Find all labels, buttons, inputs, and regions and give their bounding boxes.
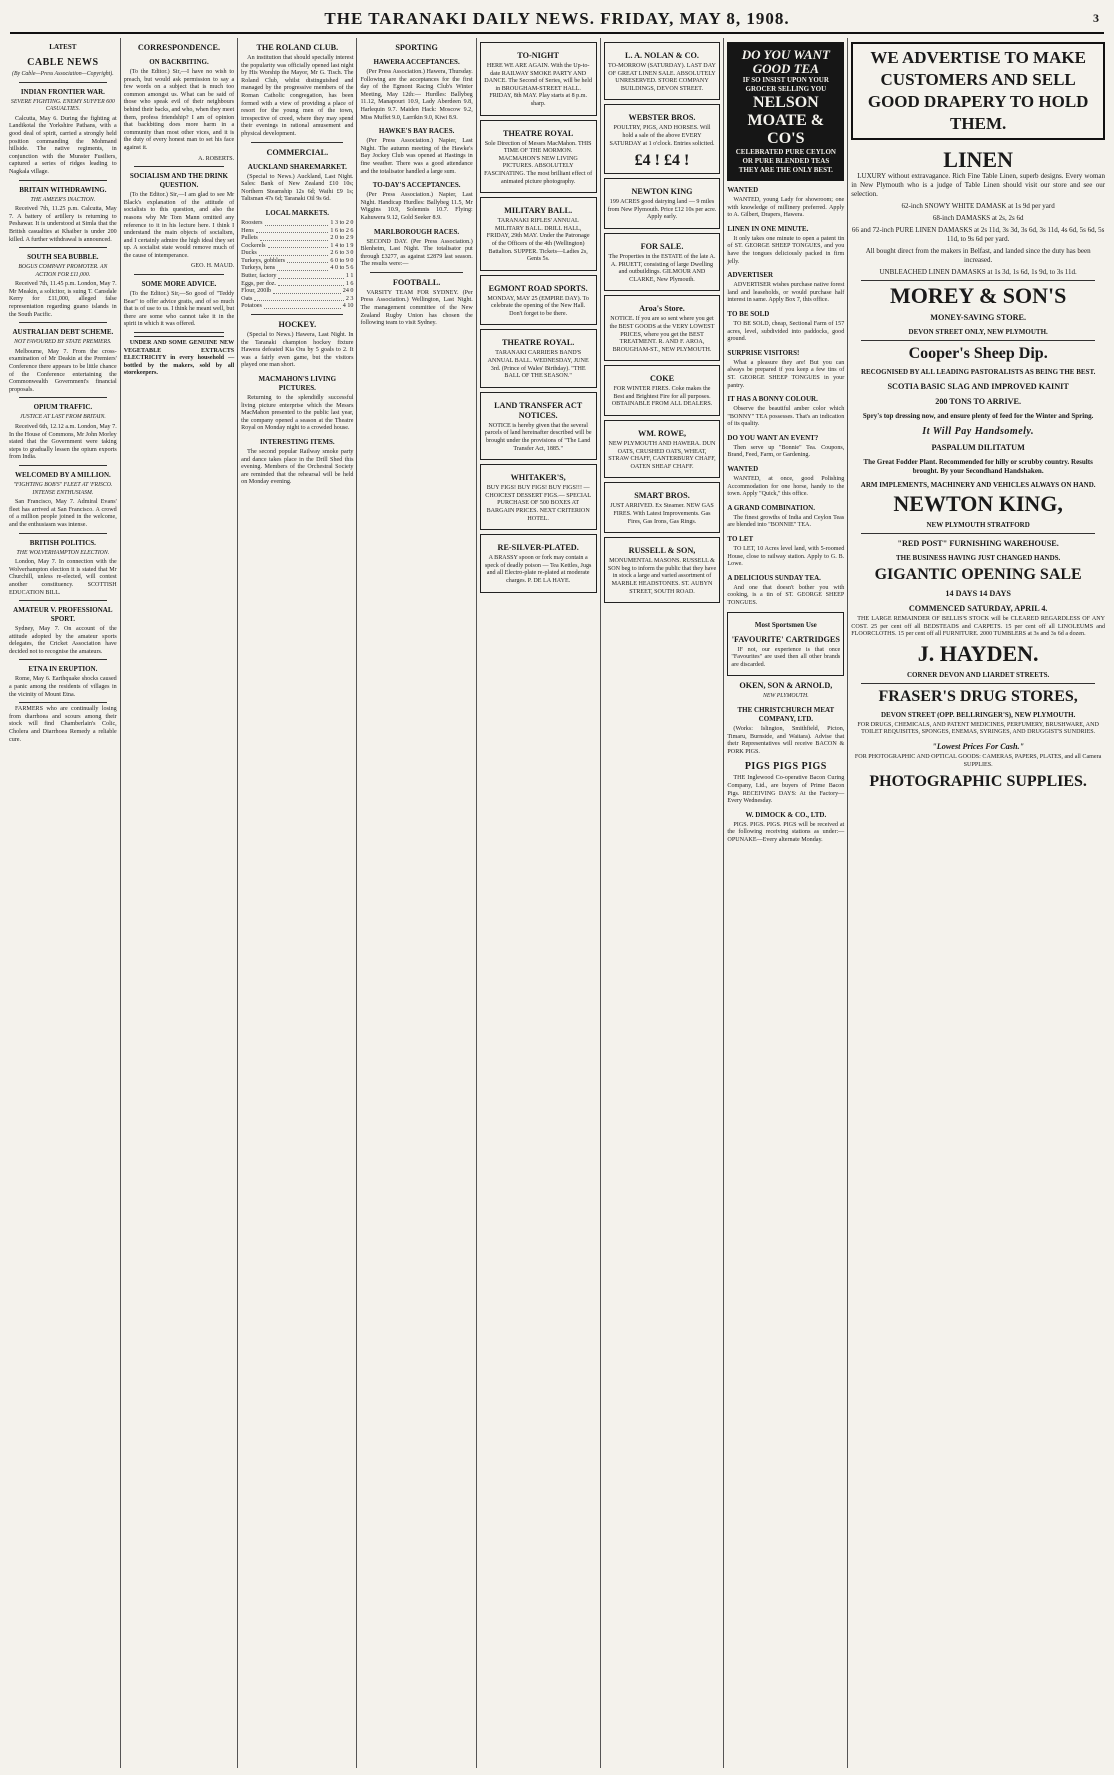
article-title: INDIAN FRONTIER WAR.: [20, 87, 105, 96]
article-title: OPIUM TRAFFIC.: [33, 403, 93, 412]
article-title: AUSTRALIAN DEBT SCHEME.: [12, 328, 114, 337]
divider: [19, 659, 107, 660]
photo-heading: PHOTOGRAPHIC SUPPLIES.: [869, 773, 1087, 791]
sale-body: THE LARGE REMAINDER OF BELLIS'S STOCK will be CLEARED REGARDLESS OF ANY COST. 25 per cent off all BEDSTEADS and CARPETS. 15 per cent off all LINOLEUMS and FLOORCLOTHS. 15 per cent off all FURNITURE. 2000 TUMBLERS at 3s and 3s 6d a dozen.: [851, 616, 1106, 638]
ad-body: HERE WE ARE AGAIN. With the Up-to-date RAILWAY SMOKE PARTY AND DANCE. The Second of Series, will be held in BROUGHAM-STREET HALL. FRIDAY, 8th MAY. Play starts at 8 p.m. sharp.: [484, 63, 592, 107]
classified-body: The finest growths of India and Ceylon Teas are blended into "BONNIE" TEA.: [727, 514, 845, 529]
classified-body: TO BE SOLD, cheap, Sectional Farm of 157 acres, level, subdivided into paddocks, good ground.: [727, 320, 845, 343]
sale-days: 14 DAYS 14 DAYS: [945, 589, 1011, 598]
tea-brand: NELSON MOATE & CO'S: [747, 94, 825, 147]
scotia-heading: SCOTIA BASIC SLAG AND IMPROVED KAINIT: [887, 382, 1069, 391]
market-row: [241, 228, 353, 236]
section-heading: CORRESPONDENCE.: [137, 43, 220, 52]
ad-title: WM. ROWE,: [638, 429, 686, 439]
section-heading: CABLE NEWS: [27, 57, 99, 68]
market-price: 1 1: [345, 273, 354, 280]
ad-title: TO-NIGHT: [517, 51, 560, 60]
ad-block: [604, 233, 721, 291]
article-title: BRITISH POLITICS.: [29, 538, 96, 547]
classified-body: It only takes one minute to open a patent tin of ST. GEORGE SHEEP TONGUES, and you have the tongues deliciously packed in firm jelly.: [727, 235, 845, 265]
dimock-body: PIGS. PIGS. PIGS. PIGS will be received at the following receiving stations as under:— OPUNAKE—Every alternate Monday.: [727, 821, 845, 843]
market-price: 1 6: [345, 280, 354, 287]
ad-title: Aroa's Store.: [639, 304, 685, 314]
ad-title: L. A. NOLAN & CO.: [625, 51, 699, 60]
pigs-body: THE Inglewood Co-operative Bacon Curing Company, Ltd., are buyers of Prime Bacon Pigs. RECEIVING DAYS: At the Factory—Every Wednesday.: [727, 775, 845, 805]
ad-block: [480, 534, 597, 592]
section-heading: SPORTING: [395, 43, 438, 52]
pictures-heading: MACMAHON'S LIVING PICTURES.: [258, 375, 337, 392]
divider: [19, 533, 107, 534]
market-row: [241, 288, 353, 296]
ad-title: WEBSTER BROS.: [628, 113, 696, 123]
ad-body: MONDAY, MAY 25 (EMPIRE DAY). To celebrate the opening of the New Hall. Don't forget to be there.: [487, 295, 589, 317]
hockey-body: (Special to News.) Hawera, Last Night. In the Taranaki champion hockey fixture Hawera defeated Kia Ora by 5 goals to 2. It was a fairly even game, but the visitors played one man short.: [241, 332, 354, 369]
classified-title: WANTED: [727, 465, 759, 474]
market-price: 4 0 to 5 6: [330, 265, 354, 272]
morey-address: DEVON STREET ONLY, NEW PLYMOUTH.: [908, 328, 1048, 336]
article-title: AMATEUR V. PROFESSIONAL SPORT.: [13, 606, 113, 624]
tea-advertisement: [727, 42, 844, 181]
linen-body: LUXURY without extravagance. Rich Fine Table Linen, superb designs. Every woman in New Plymouth who is a judge of Table Linen should visit our store and see our selection.: [851, 172, 1106, 198]
letter-title: ON BACKBITING.: [149, 58, 209, 66]
classified-title: LINEN IN ONE MINUTE.: [727, 224, 809, 233]
ad-title: RE-SILVER-PLATED.: [497, 543, 579, 553]
ad-body: JUST ARRIVED. Ex Steamer. NEW GAS FIRES. With Latest Improvements. Gas Fires, Gas Irons, Gas Rings.: [610, 503, 714, 525]
tea-tagline: IF SO INSIST UPON YOUR GROCER SELLING YOU: [742, 76, 829, 93]
ad-body: NOTICE. If you are so sent where you get the BEST GOODS at the VERY LOWEST PRICES, where you get the BEST TREATMENT. R. AND F. AROA, BROUGHAM-ST., NEW PLYMOUTH.: [609, 316, 715, 353]
paspalum-heading: PASPALUM DILITATUM: [931, 443, 1025, 452]
ad-title: MILITARY BALL.: [504, 206, 573, 216]
ad-body: FOR WINTER FIRES. Coke makes the Best and Brightest Fire for all purposes. OBTAINABLE FROM ALL DEALERS.: [611, 386, 713, 408]
letter-signature: A. ROBERTS.: [198, 155, 235, 162]
football-body: VARSITY TEAM FOR SYDNEY. (Per Press Association.) Wellington, Last Night. The management committee of the New Zealand Rugby Union has chosen the following team to visit Sydney.: [360, 289, 473, 327]
article-body: Melbourne, May 7. From the cross-examination of Mr Deakin at the Premiers' Conference there appears to be little chance of the Conference entertaining the Commonwealth Government's financial proposals.: [9, 348, 117, 393]
article-body: Received 7th, 11.25 p.m. Calcutta, May 7. A battery of artillery is returning to Peshawar. It is understood at Simla that the British casualties at Khaiber is under 200 killed. A further withdrawal is announced.: [9, 206, 117, 243]
ad-title: WHITAKER'S,: [510, 473, 566, 483]
classified-title: A GRAND COMBINATION.: [727, 503, 815, 512]
column-cable-news: [6, 38, 121, 1768]
article-title: WELCOMED BY A MILLION.: [14, 470, 111, 479]
fraser-body: FOR DRUGS, CHEMICALS, AND PATENT MEDICINES, PERFUMERY, BRUSHWARE, AND TOILET REQUISITES, SPONGES, ENEMAS, SYRINGES, AND DRUGGIST'S SUNDRIES.: [857, 721, 1099, 736]
letter-body: (To the Editor.) Sir,—I am glad to see Mr Black's explanation of the attitude of socialists to this question, and also the reasons why Mr Tom Mann omitted any reference to it in his lecture here. I think I understand the main objects of socialism, and I certainly admire the high ideal they set up. A socialist state would remove much of the cause of intemperance.: [123, 192, 235, 259]
ad-block: [480, 464, 597, 530]
market-item: Flour, 200lb: [241, 288, 272, 295]
linen-item: 66 and 72-inch PURE LINEN DAMASKS at 2s 11d, 3s 3d, 3s 6d, 3s 11d, 4s 6d, 5s 6d, 5s 11d, to 9s 6d per yard.: [851, 226, 1105, 243]
market-price: 1 6 to 2 6: [330, 227, 354, 234]
divider: [19, 465, 107, 466]
ad-body: NOTICE is hereby given that the several parcels of land hereinafter described will be brought under the provisions of "The Land Transfer Act, 1885.": [484, 422, 592, 452]
photo-body: FOR PHOTOGRAPHIC AND OPTICAL GOODS: CAMERAS, PAPERS, PLATES, and all Camera SUPPLIES.: [854, 753, 1102, 768]
fraser-heading: FRASER'S DRUG STORES,: [878, 687, 1078, 705]
ad-body: MONUMENTAL MASONS. RUSSELL & SON beg to inform the public that they have in stock a large and varied assortment of MARBLE HEADSTONES. ST. AUBYN STREET, SOUTH ROAD.: [607, 558, 717, 595]
redpost-heading: "RED POST" FURNISHING WAREHOUSE.: [897, 539, 1059, 548]
ad-title: EGMONT ROAD SPORTS.: [488, 283, 588, 293]
market-item: Butter, factory: [241, 273, 277, 280]
hayden-heading: J. HAYDEN.: [917, 640, 1039, 666]
leader-dots: [278, 281, 344, 287]
article-deck: SEVERE FIGHTING. ENEMY SUFFER 600 CASUALTIES.: [10, 98, 115, 113]
price-banner: £4 ! £4 !: [634, 152, 690, 170]
market-price: 2 6 to 3 0: [330, 250, 354, 257]
linen-item: All bought direct from the makers in Belfast, and landed since the duty has been increased.: [865, 247, 1091, 264]
pictures-body: Returning to the splendidly successful living picture enterprise which the Messrs MacMahon presented to the public last year, the company opened a season at the Theatre Royal on Monday night to a crowded house.: [241, 395, 354, 432]
column-sporting: [357, 38, 476, 1768]
hayden-sub: CORNER DEVON AND LIARDET STREETS.: [907, 670, 1050, 679]
morey-sub: MONEY-SAVING STORE.: [930, 313, 1027, 322]
article-body: San Francisco, May 7. Admiral Evans' fleet has arrived at San Francisco. A crowd of a million people joined in the welcome, and the enthusiasm was intense.: [9, 499, 117, 528]
classified-body: And one that doesn't bother you with cooking, is a tin of ST. GEORGE SHEEP TONGUES.: [727, 584, 845, 606]
article-deck: THE WOLVERHAMPTON ELECTION.: [16, 549, 110, 556]
commercial-heading: COMMERCIAL.: [266, 147, 329, 157]
ad-body: TARANAKI RIFLES' ANNUAL MILITARY BALL. DRILL HALL, FRIDAY, 29th MAY. Under the Patronage of the Officers of the 4th (Wellington) Battalion. SUPPER. Tickets—Ladies 2s, Gents 5s.: [486, 218, 590, 263]
article-body: Rome, May 6. Earthquake shocks caused a panic among the residents of villages in the vicinity of Mount Etna.: [9, 676, 117, 698]
ad-body: BUY FIGS! BUY FIGS! BUY FIGS!!! —CHOICEST DESSERT FIGS.— SPECIAL PURCHASE OF 500 BOXES AT BARGAIN PRICES. NEXT CRITERION HOTEL.: [485, 485, 592, 522]
market-row: [241, 235, 353, 243]
leader-dots: [259, 250, 329, 256]
sporting-body: (Per Press Association.) Napier, Last Night. Handicap Hurdles: Ballybeg 11.5, Mr Wiggins 10.9, Solemnis 10.7. Flying: Kahuwera 9.12, Gold Seeker 8.9.: [360, 192, 473, 221]
divider: [19, 180, 107, 181]
ad-body: A BRASSY spoon or fork may contain a speck of deadly poison — Tea Kettles, Jugs and all Electro-plate re-plated at moderate charges. P. DE LA HAYE.: [484, 555, 592, 584]
market-row: [241, 273, 353, 281]
ad-title: Most Sportsmen Use: [754, 620, 817, 629]
ad-body: TARANAKI CARRIERS BAND'S ANNUAL BALL. WEDNESDAY, JUNE 3rd. (Prince of Wales' Birthday). "THE BALL OF THE SEASON.": [487, 350, 589, 380]
market-row: [241, 258, 353, 266]
market-price: 1 3 to 2 0: [330, 219, 354, 226]
ad-block: [480, 120, 597, 194]
sale-date: COMMENCED SATURDAY, APRIL 4.: [908, 604, 1048, 613]
tea-varieties: CELEBRATED PURE CEYLON OR PURE BLENDED TEAS: [735, 148, 836, 165]
masthead: [10, 6, 1104, 34]
ad-block: [604, 42, 721, 100]
divider: [134, 274, 224, 275]
classified-title: TO LET: [727, 535, 754, 544]
column-drapery-ads: [848, 38, 1108, 1768]
market-price: 6 0 to 9 0: [330, 257, 354, 264]
ad-title: THEATRE ROYAL: [503, 128, 574, 138]
linen-item: 68-inch DAMASKS at 2s, 2s 6d: [932, 214, 1024, 222]
article-body: Calcutta, May 6. During the fighting at Landikotal the Yorkshire Pathans, with a good deal of spirit, carried a strongly held position commanding the Mohmand hillside. The native regiments, in conjunction with the Munster Fusiliers, captured a series of ridges leading to Nagkala village.: [9, 115, 117, 175]
items-body: The second popular Railway smoke party and dance takes place in the Drill Shed this evening. Members of the Orchestral Society are reminded that the rehearsal will be held on Monday evening.: [241, 448, 354, 486]
market-item: Eggs, per doz.: [241, 280, 277, 287]
leader-dots: [278, 273, 343, 279]
local-markets-heading: LOCAL MARKETS.: [265, 208, 330, 217]
classified-body: What a pleasure they are! But you can always be prepared if you keep a few tins of ST. GEORGE SHEEP TONGUES in your pantry.: [727, 359, 845, 389]
ad-block: [604, 482, 721, 533]
section-credit: (By Cable—Press Association—Copyright).: [12, 71, 114, 77]
letter-title: SOCIALISM AND THE DRINK QUESTION.: [129, 172, 228, 190]
leader-dots: [268, 243, 329, 249]
classified-body: Observe the beautiful amber color which "BONNY" TEA possesses. That's an indication of its quality.: [727, 406, 845, 428]
ad-body: IF not, our experience is that once "Favourites" are used then all other brands are discarded.: [731, 646, 841, 668]
page-number: 3: [1093, 11, 1100, 25]
fraser-sub: DEVON STREET (OPP. BELLRINGER'S), NEW PLYMOUTH.: [880, 710, 1076, 719]
market-item: Oats: [241, 295, 253, 302]
sub-heading: HAWKE'S BAY RACES.: [378, 127, 455, 136]
banner-text: WE ADVERTISE TO MAKE CUSTOMERS AND SELL GOOD DRAPERY TO HOLD THEM.: [867, 48, 1089, 133]
market-row: [241, 303, 353, 311]
article-body: Received 6th, 12.12 a.m. London, May 7. In the House of Commons, Mr John Morley stated that the Government were taking steps to gradually lessen the opium exports from India.: [9, 424, 117, 461]
market-item: Pullets: [241, 235, 258, 242]
leader-dots: [287, 258, 328, 264]
divider: [134, 332, 224, 333]
masthead-title: THE TARANAKI DAILY NEWS. FRIDAY, MAY 8, 1908.: [324, 9, 790, 28]
ad-title: COKE: [649, 374, 675, 384]
leader-dots: [277, 265, 328, 271]
market-item: Turkeys, gobblers: [241, 257, 285, 264]
fraser-motto: "Lowest Prices For Cash.": [932, 741, 1025, 751]
sporting-body: (Per Press Association.) Napier, Last Night. The autumn meeting of the Hawke's Bay Jockey Club was opened at Hastings in fine weather. There was a good attendance and the totalisator handled a large sum.: [360, 138, 473, 175]
oken-heading: OKEN, SON & ARNOLD,: [739, 681, 833, 691]
newton-sub: NEW PLYMOUTH STRATFORD: [926, 521, 1030, 529]
column-business-ads: [601, 38, 725, 1768]
sharemarket-heading: AUCKLAND SHAREMARKET.: [247, 162, 347, 171]
letter-signature: GEO. H. MAUD.: [191, 263, 235, 270]
article-title: BRITAIN WITHDRAWING.: [19, 185, 107, 194]
sub-heading: MARLBOROUGH RACES.: [374, 227, 460, 236]
linen-heading: LINEN: [943, 147, 1013, 172]
sub-heading: HAWERA ACCEPTANCES.: [373, 58, 460, 66]
section-heading: THE ROLAND CLUB.: [256, 43, 339, 52]
ad-brand: 'FAVOURITE' CARTRIDGES: [731, 634, 840, 644]
cooper-heading: Cooper's Sheep Dip.: [908, 345, 1048, 362]
market-price: 24 0: [342, 288, 354, 295]
market-row: [241, 243, 353, 251]
divider: [134, 166, 224, 167]
article-title: SOUTH SEA BUBBLE.: [27, 253, 99, 262]
classified-body: WANTED, young Lady for showroom; one with knowledge of millinery preferred. Apply to A. Gilbert, Drapers, Hawera.: [727, 197, 845, 219]
scotia-sub: 200 TONS TO ARRIVE.: [935, 397, 1022, 406]
article-deck: JUSTICE AT LAST FROM BRITAIN.: [19, 414, 106, 421]
remedy-ad: UNDER AND SOME GENUINE NEW VEGETABLE EXTRACTS ELECTRICITY in every household — bottled by the makers, sold by all storekeepers.: [123, 340, 235, 377]
ad-body: TO-MORROW (SATURDAY). LAST DAY OF GREAT LINEN SALE. ABSOLUTELY UNRESERVED. STORE COMPANY BUILDINGS, DEVON STREET.: [608, 63, 716, 92]
dimock-heading: W. DIMOCK & CO., LTD.: [745, 810, 827, 819]
pigs-heading: PIGS PIGS PIGS: [744, 761, 827, 773]
market-item: Roosters: [241, 219, 263, 226]
article-title: ETNA IN ERUPTION.: [28, 665, 98, 674]
classified-body: Then serve up "Bonnie" Tea. Coupons, Brand, Feed, Farm, or Gardening.: [727, 444, 845, 459]
ad-body: POULTRY, PIGS, AND HORSES. Will hold a sale of the above EVERY SATURDAY at 1 o'clock. Entries solicited.: [609, 125, 715, 147]
sharemarket-body: (Special to News.) Auckland, Last Night. Sales: Bank of New Zealand £10 10s; Northern Steamship 12s 6d; Waihi £9 1s; Talisman 47s 6d; Taranaki Oil 9s 6d.: [241, 173, 354, 203]
linen-price-list: [851, 202, 1105, 277]
article-deck: THE AMEER'S INACTION.: [30, 196, 96, 203]
market-price: 4 10: [342, 303, 354, 310]
column-tea-ads: [724, 38, 848, 1768]
article-body: An institution that should specially interest the popularity was officially opened last night by His Worship the Mayor, Mr G. Tisch. The Roland Club, whilst distinguished and managed by the progressive members of the Roman Catholic congregation, has been formed with a view of providing a place of resort for the young men of the town, irrespective of creed, where they may spend their evenings in rational amusement and physical development.: [241, 55, 354, 137]
column-roland-club: [238, 38, 357, 1768]
article-body: Sydney, May 7. On account of the attitude adopted by the amateur sports delegates, the Cricket Association have decided not to recognise the amateurs.: [9, 626, 117, 655]
linen-item: 62-inch SNOWY WHITE DAMASK at 1s 9d per yard: [901, 202, 1055, 210]
market-row: [241, 296, 353, 304]
letter-title: SOME MORE ADVICE.: [141, 280, 217, 289]
market-item: Potatoes: [241, 303, 262, 310]
ad-title: SMART BROS.: [634, 491, 690, 501]
leader-dots: [273, 288, 341, 294]
sporting-body: (Per Press Association.) Hawera, Thursday. Following are the acceptances for the first day of the Egmont Racing Club's Winter Meeting, May 12th:— Hurdles: Ballybeg 11.12, Manapouri 10.9, Lady Aberdeen 9.8, Harlequin 9.7. Maiden Hack: Moscow 9.2, Miss Muffet 9.0, Larrikin 9.0, Kiwi 8.9.: [360, 69, 473, 121]
column-entertainment-ads: [477, 38, 601, 1768]
leader-dots: [260, 235, 329, 241]
market-item: Turkeys, hens: [241, 265, 276, 272]
classified-title: SURPRISE VISITORS!: [727, 348, 800, 357]
sale-heading: GIGANTIC OPENING SALE: [874, 566, 1082, 583]
market-item: Hens: [241, 227, 254, 234]
classified-title: A DELICIOUS SUNDAY TEA.: [727, 573, 821, 582]
sub-heading: TO-DAY'S ACCEPTANCES.: [372, 181, 461, 190]
leader-dots: [256, 228, 329, 234]
market-item: Ducks: [241, 250, 257, 257]
scotia-body: Spry's top dressing now, and ensure plenty of feed for the Winter and Spring.: [862, 412, 1094, 420]
ad-block: [604, 537, 721, 603]
ad-body: The Properties in the ESTATE of the late A. A. PRUETT, consisting of large Dwelling and outbuildings. GILMOUR AND CLARKE, New Plymouth.: [608, 253, 716, 283]
ad-block: [604, 295, 721, 361]
divider: [19, 397, 107, 398]
divider: [19, 322, 107, 323]
market-price: 2 0 to 2 9: [330, 235, 354, 242]
market-price-list: [241, 220, 353, 311]
ad-block: [604, 365, 721, 416]
ad-body: 199 ACRES good dairying land — 9 miles from New Plymouth. Price £12 10s per acre. Apply early.: [607, 199, 717, 221]
letter-body: (To the Editor.) Sir,—So good of "Teddy Bear" to offer advice gratis, and of so much that is of use to us. I think he meant well, but there are some who cannot take it in the spirit in which it was offered.: [123, 291, 235, 328]
football-heading: FOOTBALL.: [392, 277, 441, 287]
ad-block: [480, 329, 597, 387]
market-row: [241, 220, 353, 228]
ad-title: FOR SALE.: [640, 241, 684, 251]
leader-dots: [264, 303, 341, 309]
ad-title: RUSSELL & SON,: [628, 546, 696, 556]
divider: [19, 247, 107, 248]
article-deck: BOGUS COMPANY PROMOTER. AN ACTION FOR £11,000.: [18, 264, 108, 278]
tea-footer: THEY ARE THE ONLY BEST.: [738, 166, 833, 174]
classified-title: WANTED: [727, 186, 759, 194]
sporting-body: SECOND DAY. (Per Press Association.) Blenheim, Last Night. The totalisator put through £3277, as against £2879 last season. The results were:—: [360, 238, 473, 268]
classified-body: TO LET, 10 Acres level land, with 5-roomed House, close to railway station. Apply to G. B. Lowe.: [727, 546, 845, 568]
article-body: London, May 7. In connection with the Wolverhampton election it is stated that Mr Churchill, unless re-elected, will contest another constituency. SCOTTISH EDUCATION BILL.: [9, 559, 117, 596]
cooper-body: RECOGNISED BY ALL LEADING PASTORALISTS AS BEING THE BEST.: [860, 368, 1096, 376]
pays-banner: It Will Pay Handsomely.: [922, 426, 1034, 437]
columns: [6, 38, 1108, 1768]
ad-title: THEATRE ROYAL.: [501, 338, 575, 348]
classified-body: ADVERTISER wishes purchase native forest land and leaseholds, or would purchase half interest in same. Apply Box 7, this office.: [727, 282, 845, 304]
classified-title: DO YOU WANT AN EVENT?: [727, 433, 819, 442]
ad-title: NEWTON KING: [631, 187, 693, 197]
article-deck: "FIGHTING BOB'S" FLEET AT 'FRISCO. INTENSE ENTHUSIASM.: [13, 481, 113, 496]
ad-block: [604, 178, 721, 229]
classified-title: IT HAS A BONNY COLOUR.: [727, 395, 818, 404]
letter-body: (To the Editor.) Sir,—I have no wish to preach, but would ask permission to say a few words on a subject that is much too common amongst us. What can be said of those who speak evil of their neighbours behind their backs, and who, when they meet them, profess friendship? I am of opinion that backbiting does more harm in a community than most other vices, and it is the duty of every honest man to set his face against it.: [123, 69, 235, 151]
ad-body: Sole Direction of Messrs MacMahon. THIS TIME OF THE MORMON. MACMAHON'S NEW LIVING PICTURES. ABSOLUTELY FASCINATING. The most brilliant effect of animated picture photography.: [484, 140, 593, 185]
ad-block: [480, 42, 597, 116]
leader-dots: [265, 220, 329, 226]
section-label: LATEST: [49, 43, 77, 51]
ad-block: [604, 420, 721, 478]
classified-title: TO BE SOLD: [727, 309, 770, 318]
oken-sub: NEW PLYMOUTH.: [763, 693, 809, 700]
classified-body: WANTED, at once, good Polishing Accommodation for one horse, handy to the town. Apply "Quick," this office.: [727, 476, 845, 498]
hockey-heading: HOCKEY.: [278, 320, 317, 330]
article-deck: NOT FAVOURED BY STATE PREMIERS.: [14, 339, 112, 346]
paspalum-body: The Great Fodder Plant. Recommended for hilly or scrubby country. Results brought. By your Secondhand Handshaken.: [863, 458, 1093, 475]
newton-heading: NEWTON KING,: [893, 491, 1063, 516]
article-body: Received 7th, 11.45 p.m. London, May 7. Mr Meakin, a solicitor, is suing T. Cansdale Kerry for £11,000, alleged false representation regarding guano islands in the South Pacific.: [9, 281, 117, 318]
linen-item: UNBLEACHED LINEN DAMASKS at 1s 3d, 1s 6d, 1s 9d, to 3s 11d.: [879, 268, 1077, 276]
newton-body: ARM IMPLEMENTS, MACHINERY AND VEHICLES ALWAYS ON HAND.: [860, 481, 1096, 489]
leader-dots: [254, 296, 343, 302]
tea-headline: DO YOU WANT GOOD TEA: [741, 47, 830, 76]
ad-body: NEW PLYMOUTH AND HAWERA. DUN OATS, CRUSHED OATS, WHEAT, STRAW CHAFF, CANTERBURY CHAFF, OATEN SHEAF CHAFF.: [608, 441, 716, 470]
ad-block: [480, 197, 597, 271]
market-price: 2 3: [345, 295, 354, 302]
meat-heading: THE CHRISTCHURCH MEAT COMPANY, LTD.: [737, 705, 835, 723]
market-row: [241, 281, 353, 289]
cartridge-ad: [727, 612, 844, 677]
divider: [19, 82, 107, 83]
classified-title: ADVERTISER: [727, 271, 774, 280]
column-correspondence: [121, 38, 238, 1768]
divider: [19, 600, 107, 601]
ad-title: LAND TRANSFER ACT NOTICES.: [494, 400, 583, 420]
morey-heading: MOREY & SON'S: [889, 283, 1067, 308]
banner-ad: [851, 42, 1105, 140]
ad-block: [480, 275, 597, 326]
market-row: [241, 250, 353, 258]
market-row: [241, 265, 353, 273]
ad-block: [480, 392, 597, 460]
redpost-sub: THE BUSINESS HAVING JUST CHANGED HANDS.: [896, 554, 1061, 562]
items-heading: INTERESTING ITEMS.: [259, 437, 335, 446]
meat-body: (Works: Islington, Smithfield, Picton, Timaru, Burnside, and Waitara). Advise that their Representatives will receive BACON & PORK PIGS.: [727, 725, 845, 755]
farmers-notice: FARMERS who are continually losing from diarrhoea and scours among their stock will find Chamberlain's Colic, Cholera and Diarrhoea Remedy a reliable cure.: [9, 706, 117, 743]
market-price: 1 4 to 1 9: [330, 242, 354, 249]
market-item: Cockerels: [241, 242, 266, 249]
ad-block: [604, 104, 721, 174]
